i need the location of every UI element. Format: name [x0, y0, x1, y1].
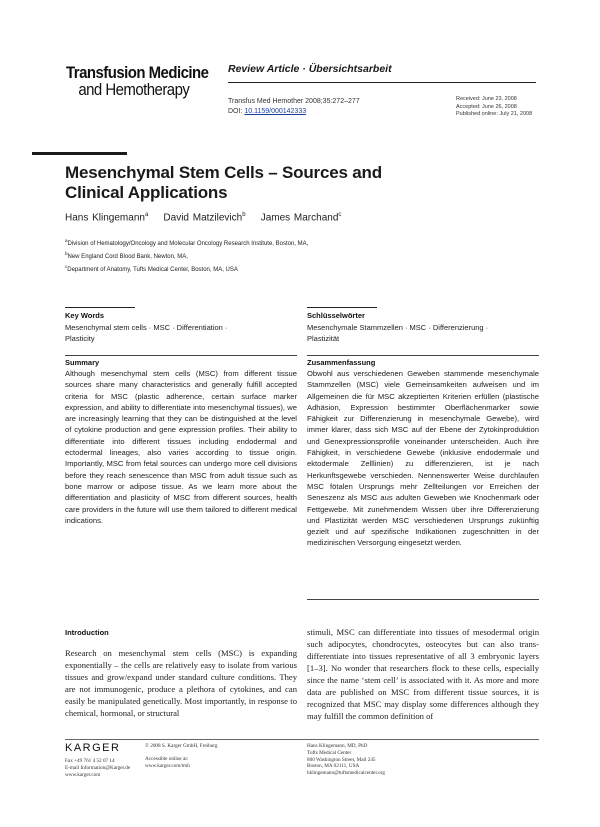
contact-city: Boston, MA 02111, USA — [307, 763, 360, 770]
journal-name-line2: and Hemotherapy — [78, 80, 190, 99]
publisher-contact — [65, 758, 130, 778]
author-name: James Marchand — [260, 212, 339, 224]
keywords-de-line2: Plastizität — [307, 334, 340, 343]
contact-email[interactable]: hklingemann@tuftsmedicalcenter.org — [307, 770, 386, 777]
journal-name-line1: Transfusion Medicine — [66, 63, 209, 82]
published-date: Published online: July 21, 2008 — [456, 111, 533, 117]
access-label: Accessible online at: — [145, 755, 189, 762]
keywords-heading-de: Schlüsselwörter — [307, 311, 365, 320]
keywords-en-line2: Plasticity — [65, 334, 95, 343]
access-url[interactable]: www.karger.com/tmh — [145, 762, 190, 769]
summary-heading-de: Zusammenfassung — [307, 358, 376, 367]
affiliation — [65, 262, 308, 275]
contact-org: Tufts Medical Center — [307, 749, 352, 756]
title-line-1: Mesenchymal Stem Cells – Sources and — [65, 163, 382, 182]
author-list — [65, 212, 341, 223]
doi-label: DOI: — [228, 108, 245, 115]
summary-text-en: Although mesenchymal stem cells (MSC) from different tissue sources share many characteristics and generally fulfill accepted criteria for MSC (plastic adherence, certain surface marker expression, and ability to differentiate into mesenchymal tissues), we are increasingly learning that they can be distinguished at the level of cytokine production and gene expression profiles. Their ability to differentiate into different tissues including endodermal and ectodermal lineages, also varies according to tissue origin. Importantly, MSC from fetal sources can undergo more cell divisions before they reach senescence than MSC from adult tissue such as bone marrow or adipose tissue. As we learn more about the differentiation and plasticity of MSC from different sources, health care providers in the future will use them tailored to different medical indications. — [65, 369, 297, 525]
affiliation-mark: a — [65, 238, 68, 243]
summary-rule-en — [65, 355, 297, 356]
publisher-fax: Fax +49 761 4 52 07 14 — [65, 758, 115, 764]
publisher-logo: KARGER — [65, 742, 121, 754]
introduction-text-left: Research on mesenchymal stem cells (MSC) is expanding exponentially – the cells are relatively easy to isolate from various tissues and grow/expand under standard culture conditions. They are not immunogenic, produce a plethora of cytokines, and can easily be manipulated genetically. Most importantly, in response to chemical, hormonal, or structural — [65, 648, 297, 718]
doi-link[interactable]: 10.1159/000142333 — [244, 108, 307, 115]
header-divider — [228, 82, 536, 83]
keywords-de-line1: Mesenchymale Stammzellen · MSC · Differenzierung · — [307, 323, 489, 332]
publisher-web[interactable]: www.karger.com — [65, 771, 101, 778]
publication-dates — [456, 96, 532, 119]
title-line-2: Clinical Applications — [65, 183, 228, 202]
affiliation-text: Department of Anatomy, Tufts Medical Center, Boston, MA, USA — [67, 267, 238, 273]
keywords-en — [65, 322, 297, 344]
keywords-rule-de — [307, 307, 377, 308]
accepted-date: Accepted: June 26, 2008 — [456, 103, 517, 110]
footer-divider — [65, 739, 539, 740]
affiliation-mark: c — [65, 264, 68, 269]
title-accent-bar — [32, 152, 127, 155]
received-date: Received: June 23, 2008 — [456, 96, 517, 102]
keywords-heading-en: Key Words — [65, 311, 105, 320]
introduction-text-right: stimuli, MSC can differentiate into tissues of mesodermal origin such adipocytes, chondrocytes, osteocytes but can also trans-differentiate into tissues representative of all 3 embryonic layers [1–3]. No wonder that researchers flock to these cells, especially since the name ‘stem cell’ is associated with it. As more and more data are published on MSC from different tissue sources, it is recognized that MSC may display some differences although they may fulfill the common definition of — [307, 627, 539, 721]
keywords-en-line1: Mesenchymal stem cells · MSC · Differentiation · — [65, 323, 228, 332]
affiliation-text: New England Cord Blood Bank, Newton, MA, — [67, 254, 188, 260]
citation-block — [228, 97, 360, 117]
correspondence-block — [307, 743, 385, 777]
author-name: David Matzilevich — [163, 212, 243, 224]
doi-line — [228, 107, 360, 117]
author-mark: a — [144, 212, 149, 218]
citation: Transfus Med Hemother 2008;35:272–277 — [228, 98, 360, 105]
article-title — [65, 163, 535, 203]
summary-rule-de — [307, 355, 539, 356]
copyright: © 2008 S. Karger GmbH, Freiburg — [145, 743, 218, 749]
keywords-rule-en — [65, 307, 135, 308]
copyright-block — [145, 743, 217, 769]
author-mark: b — [242, 212, 246, 218]
affiliation — [65, 236, 308, 249]
affiliation — [65, 249, 308, 262]
publisher-email[interactable]: E-mail Information@Karger.de — [65, 764, 131, 771]
contact-name: Hans Klingemann, MD, PhD — [307, 743, 368, 749]
journal-logo — [66, 63, 209, 99]
author-mark: c — [338, 212, 342, 218]
affiliation-text: Division of Hematology/Oncology and Molecular Oncology Research Institute, Boston, MA, — [67, 241, 309, 247]
introduction-heading: Introduction — [65, 628, 109, 637]
affiliation-mark: b — [65, 251, 68, 256]
author-name: Hans Klingemann — [65, 212, 145, 224]
article-type: Review Article · Übersichtsarbeit — [228, 63, 392, 75]
contact-street: 800 Washington Street, Mail 245 — [307, 756, 376, 763]
summary-heading-en: Summary — [65, 358, 100, 367]
summary-end-rule-de — [307, 599, 539, 600]
affiliations — [65, 236, 308, 275]
keywords-de — [307, 322, 539, 344]
summary-text-de: Obwohl aus verschiedenen Geweben stammende mesenchymale Stammzellen (MSC) viele Gemeinsamkeiten aufweisen und im Allgemeinen die für MSC akzeptierten Kriterien erfüllen (plastische Adhäsion, Expression bestimmter Oberflächenmarker sowie Fähigkeit zur Differenzierung in mesenchymale Gewebe), wird immer klarer, dass sich MSC auf der Ebene der Zytokinproduktion und Genexpressionsprofile voneinander unterscheiden. Auch ihre Fähigkeit, in verschiedene Gewebe (inklusive endodermale und ektodermale Zelllinien) zu differenzieren, ist je nach Herkunftsgewebe verschieden. Nennenswerter Weise durchlaufen MSC fötalen Ursprungs mehr Zellteilungen vor Erreichen der Seneszenz als MSC aus adulten Geweben wie Knochenmark oder Fettgewebe. Mit zunehmendem Wissen über ihre Differenzierung und Plastizität werden MSC verschiedenen Ursprungs zukünftig gezielt und auf spezifische Indikationen zugeschnitten in der medizinischen Versorgung eingesetzt werden. — [307, 369, 539, 548]
